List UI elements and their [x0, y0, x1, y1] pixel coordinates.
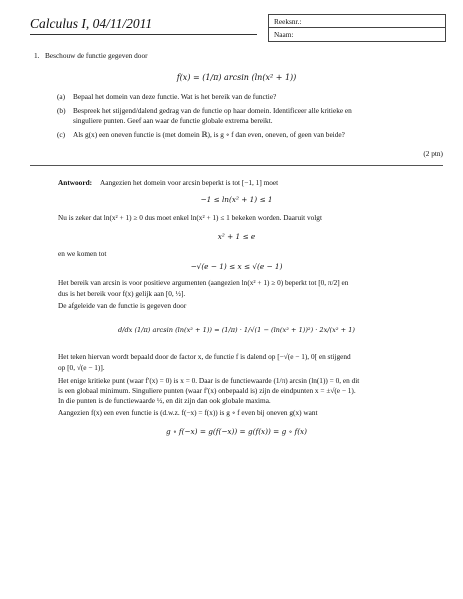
answer-line-1: Aangezien het domein voor arcsin beperkt is tot [−1, 1] moet — [100, 178, 279, 187]
answer-line-8: Aangezien f(x) een even functie is (d.w.z. f(−x) = f(x)) is g ∘ f even bij oneven g(x) want — [58, 408, 318, 417]
equation-composition: g ∘ f(−x) = g(f(−x)) = g(f(x)) = g ∘ f(x) — [165, 427, 308, 436]
part-a-text: Bepaal het domein van deze functie. Wat is het bereik van de functie? — [73, 92, 277, 101]
points-label: (2 ptn) — [423, 149, 443, 158]
answer-line-7b: is een globaal minimum. Singuliere punten (waar f′(x) onbepaald is) zijn de eindpunten x = ±√(e − 1). — [58, 386, 356, 395]
part-b-marker: (b) — [57, 106, 66, 115]
equation-x-squared: x² + 1 ≤ e — [217, 232, 256, 241]
part-b-text-line1: Bespreek het stijgend/dalend gedrag van de functie op haar domein. Identificeer alle kritieke en — [73, 106, 352, 115]
answer-line-4a: Het bereik van arcsin is voor positieve argumenten (aangezien ln(x² + 1) ≥ 0) beperkt tot [0, π/2] en — [58, 278, 349, 287]
answer-line-4b: dus is het bereik voor f(x) gelijk aan [0, ½]. — [58, 289, 186, 298]
part-a-marker: (a) — [57, 92, 66, 101]
question-number: 1. — [34, 51, 40, 60]
function-definition: f(x) = (1/π) arcsin (ln(x² + 1)) — [176, 73, 297, 82]
question-intro: Beschouw de functie gegeven door — [45, 51, 148, 60]
part-b-text-line2: singuliere punten. Geef aan waar de functie globale extrema bereikt. — [73, 116, 273, 125]
answer-line-2: Nu is zeker dat ln(x² + 1) ≥ 0 dus moet enkel ln(x² + 1) ≤ 1 bekeken worden. Daaruit volgt — [58, 213, 322, 222]
answer-separator — [30, 165, 443, 166]
naam-label: Naam: — [274, 30, 294, 39]
course-title: Calculus I, 04/11/2011 — [30, 16, 153, 31]
equation-derivative: d/dx (1/π) arcsin (ln(x² + 1)) = (1/π) · 1/√(1 − (ln(x² + 1))²) · 2x/(x² + 1) — [118, 326, 355, 334]
part-c-text: Als g(x) een oneven functie is (met domein ℝ), is g ∘ f dan even, oneven, of geen van beide? — [73, 130, 345, 139]
answer-line-6a: Het teken hiervan wordt bepaald door de factor x, de functie f is dalend op [−√(e − 1), 0[ en stijgend — [58, 352, 351, 361]
answer-line-7a: Het enige kritieke punt (waar f′(x) = 0) is x = 0. Daar is de functiewaarde (1/π) arcsin (ln(1)) = 0, en dit — [58, 376, 360, 385]
answer-label: Antwoord: — [58, 178, 93, 187]
part-c-marker: (c) — [57, 130, 66, 139]
header-rule — [30, 34, 257, 35]
reeksnr-label: Reeksnr.: — [274, 17, 302, 26]
answer-line-3: en we komen tot — [58, 249, 107, 258]
equation-domain-bound: −1 ≤ ln(x² + 1) ≤ 1 — [200, 195, 273, 204]
student-info-box — [268, 14, 446, 42]
student-info-divider — [269, 27, 445, 28]
answer-line-7c: In die punten is de functiewaarde ½, en dit zijn dan ook globale maxima. — [58, 396, 271, 405]
answer-line-5: De afgeleide van de functie is gegeven door — [58, 301, 187, 310]
answer-line-6b: op [0, √(e − 1)]. — [58, 363, 105, 372]
equation-domain-result: −√(e − 1) ≤ x ≤ √(e − 1) — [190, 262, 283, 271]
